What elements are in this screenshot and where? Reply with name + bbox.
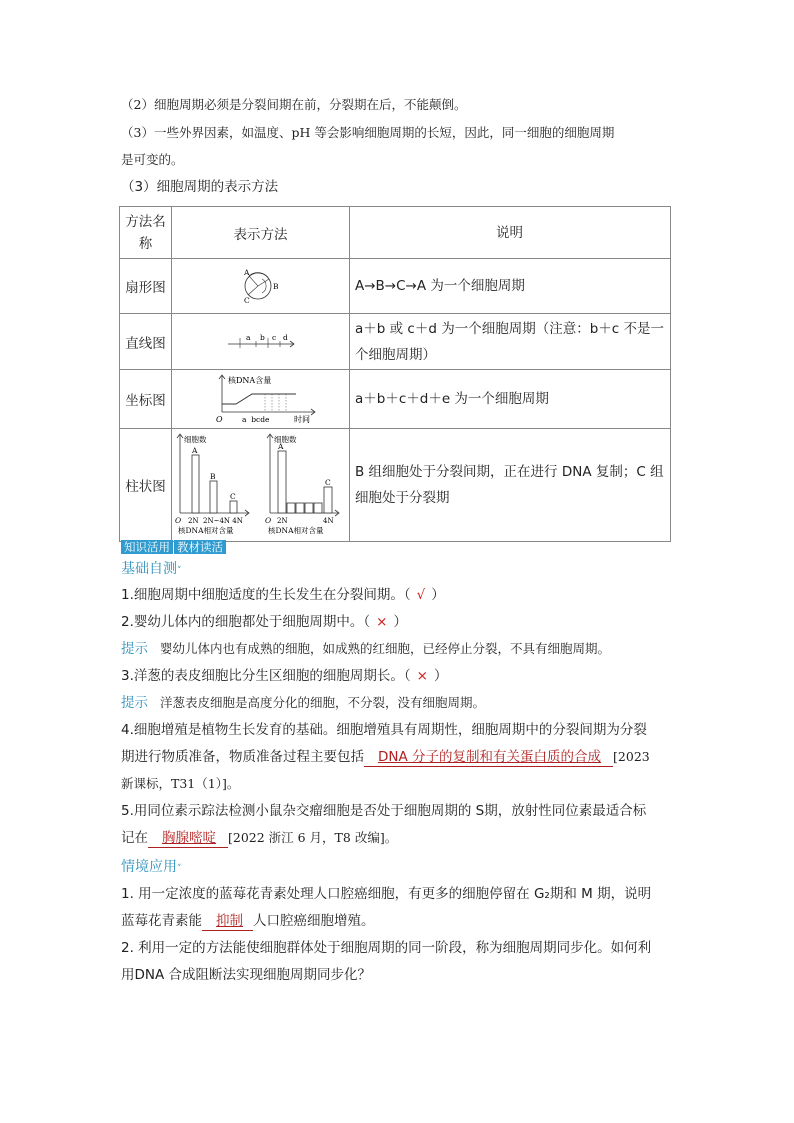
table-header-row <box>120 207 671 259</box>
coord-ylabel: 核DNA含量 <box>228 376 272 385</box>
bar1-label-a: A <box>192 446 198 455</box>
answer-scenario-1: 抑制 <box>216 913 243 929</box>
linear-label-a: a <box>246 332 251 342</box>
bar-diagrams <box>172 429 350 542</box>
fan-label-c: C <box>244 296 250 305</box>
cross-mark: × <box>416 668 428 684</box>
row-name: 直线图 <box>120 314 172 370</box>
row-desc: a＋b 或 c＋d 为一个细胞周期（注意：b＋c 不是一 个细胞周期） <box>350 314 671 370</box>
tag-knowledge[interactable]: 知识活用 <box>121 540 173 554</box>
table-row <box>120 259 671 314</box>
bar2-label-c: C <box>325 478 331 487</box>
bar1-xlabel: 核DNA相对含量 <box>178 526 234 535</box>
header-repr: 表示方法 <box>172 207 350 259</box>
bar-1-a <box>192 455 199 513</box>
linear-label-b: b <box>260 332 265 342</box>
bar-2-a <box>278 451 286 513</box>
section-heading: （3）细胞周期的表示方法 <box>121 179 279 195</box>
question-5-line1: 5.用同位素示踪法检测小鼠杂交瘤细胞是否处于细胞周期的 S期，放射性同位素最适合标 <box>121 803 647 819</box>
row-name: 坐标图 <box>120 370 172 429</box>
answer-4: DNA 分子的复制和有关蛋白质的合成 <box>378 749 602 765</box>
bar2-tick-2n: 2N <box>277 517 288 525</box>
question-4-line2: 期进行物质准备，物质准备过程主要包括 DNA 分子的复制和有关蛋白质的合成 [2023 <box>121 749 650 765</box>
table-row <box>120 314 671 370</box>
bar-2-s1 <box>287 503 295 513</box>
coordinate-diagram <box>172 370 350 429</box>
question-1: 1.细胞周期中细胞适度的生长发生在分裂间期。（ √ ） <box>121 587 445 603</box>
question-3: 3.洋葱的表皮细胞比分生区细胞的细胞周期长。（ × ） <box>121 668 448 684</box>
row-desc: B 组细胞处于分裂间期，正在进行 DNA 复制；C 组 细胞处于分裂期 <box>350 429 671 542</box>
bar2-origin: O <box>265 516 272 525</box>
hint-3: 提示 洋葱表皮细胞是高度分化的细胞，不分裂，没有细胞周期。 <box>121 695 486 711</box>
bar-1-b <box>210 481 217 513</box>
bar2-xlabel: 核DNA相对含量 <box>268 526 324 535</box>
question-2: 2.婴幼儿体内的细胞都处于细胞周期中。（ × ） <box>121 614 407 630</box>
fan-chart-svg <box>172 259 349 309</box>
coordinate-chart-svg <box>172 370 349 424</box>
bar1-ticks: 2N 2N~4N 4N <box>188 517 243 525</box>
row-desc: A→B→C→A 为一个细胞周期 <box>350 259 671 314</box>
fan-label-b: B <box>273 282 279 291</box>
intro-p2: （2）细胞周期必须是分裂间期在前，分裂期在后，不能颠倒。 <box>121 97 467 112</box>
coord-origin: O <box>216 415 223 424</box>
coord-ticks: a bcde <box>242 415 270 424</box>
bar2-tick-4n: 4N <box>323 517 334 525</box>
bar2-ylabel: 细胞数 <box>274 435 297 444</box>
scenario-q1-line2: 蓝莓花青素能 抑制 人口腔癌细胞增殖。 <box>121 913 375 929</box>
hint-2: 提示 婴幼儿体内也有成熟的细胞，如成熟的红细胞，已经停止分裂，不具有细胞周期。 <box>121 641 611 657</box>
cross-mark: × <box>376 614 388 630</box>
linear-diagram <box>172 314 350 370</box>
coord-xlabel: 时间 <box>294 415 310 424</box>
check-mark: √ <box>416 587 426 603</box>
tag-textbook[interactable]: 教材读活 <box>174 540 226 554</box>
method-table <box>119 206 671 542</box>
row-desc: a＋b＋c＋d＋e 为一个细胞周期 <box>350 370 671 429</box>
bar-2-s2 <box>296 503 304 513</box>
tag-bar <box>121 536 227 555</box>
row-name: 柱状图 <box>120 429 172 542</box>
bar1-label-b: B <box>210 472 216 481</box>
bar1-ylabel: 细胞数 <box>184 435 207 444</box>
row-name: 扇形图 <box>120 259 172 314</box>
scenario-q1-line1: 1. 用一定浓度的蓝莓花青素处理人口腔癌细胞，有更多的细胞停留在 G₂期和 M 期，说明 <box>121 886 652 902</box>
answer-5: 胸腺嘧啶 <box>162 830 216 846</box>
fan-diagram <box>172 259 350 314</box>
question-4-line3: 新课标，T31（1）]。 <box>121 776 240 791</box>
header-desc: 说明 <box>350 207 671 259</box>
intro-p3-line1: （3）一些外界因素，如温度、pH 等会影响细胞周期的长短，因此，同一细胞的细胞周期 <box>121 125 615 140</box>
table-row <box>120 429 671 542</box>
self-test-title: 基础自测˅ <box>121 561 182 577</box>
intro-p3-line2: 是可变的。 <box>121 152 184 167</box>
bar-chart-svg <box>172 429 349 537</box>
question-4-line1: 4.细胞增殖是植物生长发育的基础。细胞增殖具有周期性，细胞周期中的分裂间期为分裂 <box>121 722 647 738</box>
scenario-q2-line1: 2. 利用一定的方法能使细胞群体处于细胞周期的同一阶段，称为细胞周期同步化。如何利 <box>121 940 652 956</box>
linear-label-d: d <box>283 332 288 342</box>
table-row <box>120 370 671 429</box>
bar1-origin: O <box>175 516 182 525</box>
bar-1-c <box>230 501 237 513</box>
linear-chart-svg <box>172 315 349 365</box>
bar-2-s4 <box>314 503 322 513</box>
question-5-line2: 记在 胸腺嘧啶 [2022 浙江 6 月，T8 改编]。 <box>121 830 398 846</box>
fan-label-a: A <box>244 268 250 277</box>
linear-label-c: c <box>272 332 277 342</box>
scenario-title: 情境应用˅ <box>121 859 182 875</box>
bar-2-c <box>324 487 332 513</box>
header-method: 方法名 称 <box>120 207 172 259</box>
bar-2-s3 <box>305 503 313 513</box>
bar1-label-c: C <box>230 492 236 501</box>
scenario-q2-line2: 用DNA 合成阻断法实现细胞周期同步化？ <box>121 967 372 983</box>
bar2-label-a: A <box>278 442 284 451</box>
